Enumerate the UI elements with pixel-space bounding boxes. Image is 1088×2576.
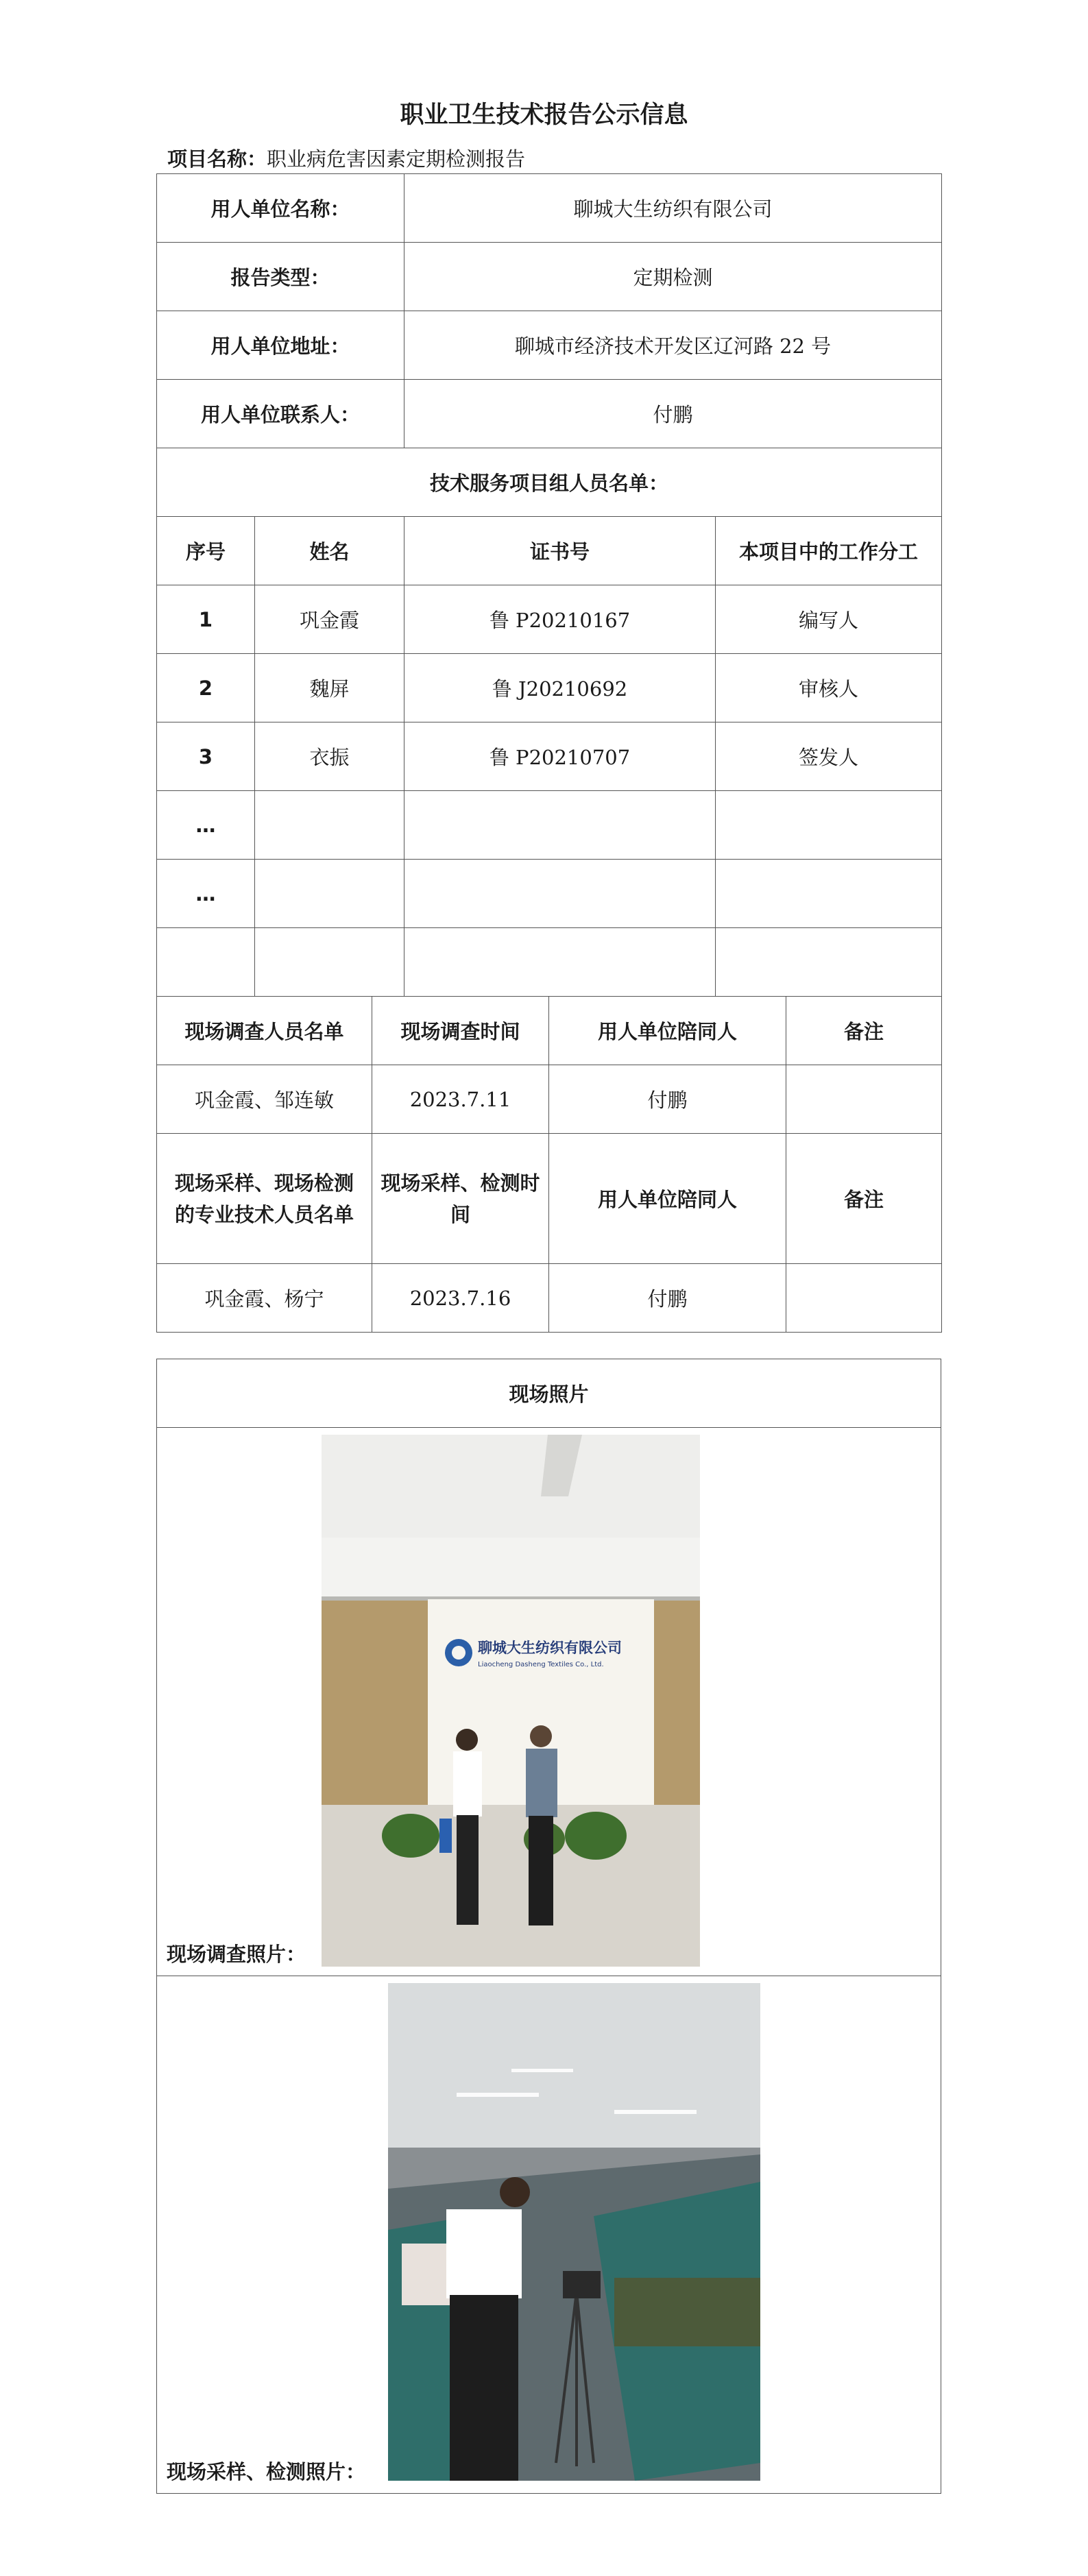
- company-sign-text: 聊城大生纺织有限公司: [478, 1640, 622, 1656]
- report-type-label: 报告类型：: [157, 243, 404, 311]
- survey-photo-label: 现场调查照片：: [167, 1943, 306, 1966]
- table-row: [157, 1065, 942, 1134]
- survey-note: [786, 1065, 942, 1134]
- sampling-header-staff: 现场采样、现场检测的专业技术人员名单: [157, 1134, 372, 1264]
- team-no: 2: [157, 654, 255, 722]
- project-name-value: 职业病危害因素定期检测报告: [267, 147, 526, 171]
- team-header-name: 姓名: [255, 517, 404, 585]
- team-name: 巩金霞: [255, 585, 404, 654]
- team-role: 签发人: [716, 722, 942, 791]
- team-name: [255, 928, 404, 997]
- team-name: 衣振: [255, 722, 404, 791]
- team-role: 审核人: [716, 654, 942, 722]
- team-cert: [404, 860, 716, 928]
- team-name: [255, 860, 404, 928]
- employer-name-label: 用人单位名称：: [157, 174, 404, 243]
- sampling-header-time: 现场采样、检测时间: [372, 1134, 549, 1264]
- sampling-escort: 付鹏: [549, 1264, 786, 1333]
- table-row: [157, 791, 942, 860]
- table-row: [157, 860, 942, 928]
- table-row: [157, 722, 942, 791]
- survey-header-time: 现场调查时间: [372, 997, 549, 1065]
- photo-heading: 现场照片: [157, 1359, 941, 1428]
- survey-header-staff: 现场调查人员名单: [157, 997, 372, 1065]
- employer-contact-value: 付鹏: [404, 380, 942, 448]
- team-role: [716, 928, 942, 997]
- sampling-photo-cell: [157, 1976, 941, 2494]
- company-sign-en: Liaocheng Dasheng Textiles Co., Ltd.: [478, 1661, 604, 1668]
- team-cert: [404, 791, 716, 860]
- sampling-photo: [388, 1983, 760, 2481]
- team-role: [716, 791, 942, 860]
- team-no: [157, 928, 255, 997]
- project-name-label: 项目名称：: [167, 147, 267, 171]
- team-no: 3: [157, 722, 255, 791]
- sampling-header-escort: 用人单位陪同人: [549, 1134, 786, 1264]
- sampling-photo-label: 现场采样、检测照片：: [167, 2460, 366, 2483]
- report-type-value: 定期检测: [404, 243, 942, 311]
- team-cert: 鲁 P20210707: [404, 722, 716, 791]
- survey-header-note: 备注: [786, 997, 942, 1065]
- employer-address-value: 聊城市经济技术开发区辽河路 22 号: [404, 311, 942, 380]
- employer-name-value: 聊城大生纺织有限公司: [404, 174, 942, 243]
- team-header-role: 本项目中的工作分工: [716, 517, 942, 585]
- survey-header-escort: 用人单位陪同人: [549, 997, 786, 1065]
- survey-time: 2023.7.11: [372, 1065, 549, 1134]
- team-no: …: [157, 860, 255, 928]
- project-name: [167, 144, 525, 172]
- table-row: [157, 654, 942, 722]
- team-role: 编写人: [716, 585, 942, 654]
- survey-photo: [322, 1435, 700, 1967]
- info-table: [156, 173, 942, 997]
- sampling-time: 2023.7.16: [372, 1264, 549, 1333]
- sampling-note: [786, 1264, 942, 1333]
- employer-address-label: 用人单位地址：: [157, 311, 404, 380]
- table-row: [157, 585, 942, 654]
- team-no: 1: [157, 585, 255, 654]
- team-header-no: 序号: [157, 517, 255, 585]
- photo-table: [156, 1359, 941, 2494]
- team-header-cert: 证书号: [404, 517, 716, 585]
- team-name: [255, 791, 404, 860]
- survey-staff: 巩金霞、邹连敏: [157, 1065, 372, 1134]
- team-role: [716, 860, 942, 928]
- team-name: 魏屏: [255, 654, 404, 722]
- team-cert: [404, 928, 716, 997]
- table-row: [157, 1264, 942, 1333]
- table-row: [157, 928, 942, 997]
- employer-contact-label: 用人单位联系人：: [157, 380, 404, 448]
- sampling-header-note: 备注: [786, 1134, 942, 1264]
- page-title: 职业卫生技术报告公示信息: [400, 101, 688, 129]
- survey-escort: 付鹏: [549, 1065, 786, 1134]
- team-no: …: [157, 791, 255, 860]
- survey-photo-cell: [157, 1428, 941, 1976]
- sampling-staff: 巩金霞、杨宁: [157, 1264, 372, 1333]
- team-cert: 鲁 P20210167: [404, 585, 716, 654]
- team-cert: 鲁 J20210692: [404, 654, 716, 722]
- personnel-table: [156, 996, 942, 1333]
- team-heading: 技术服务项目组人员名单：: [157, 448, 942, 517]
